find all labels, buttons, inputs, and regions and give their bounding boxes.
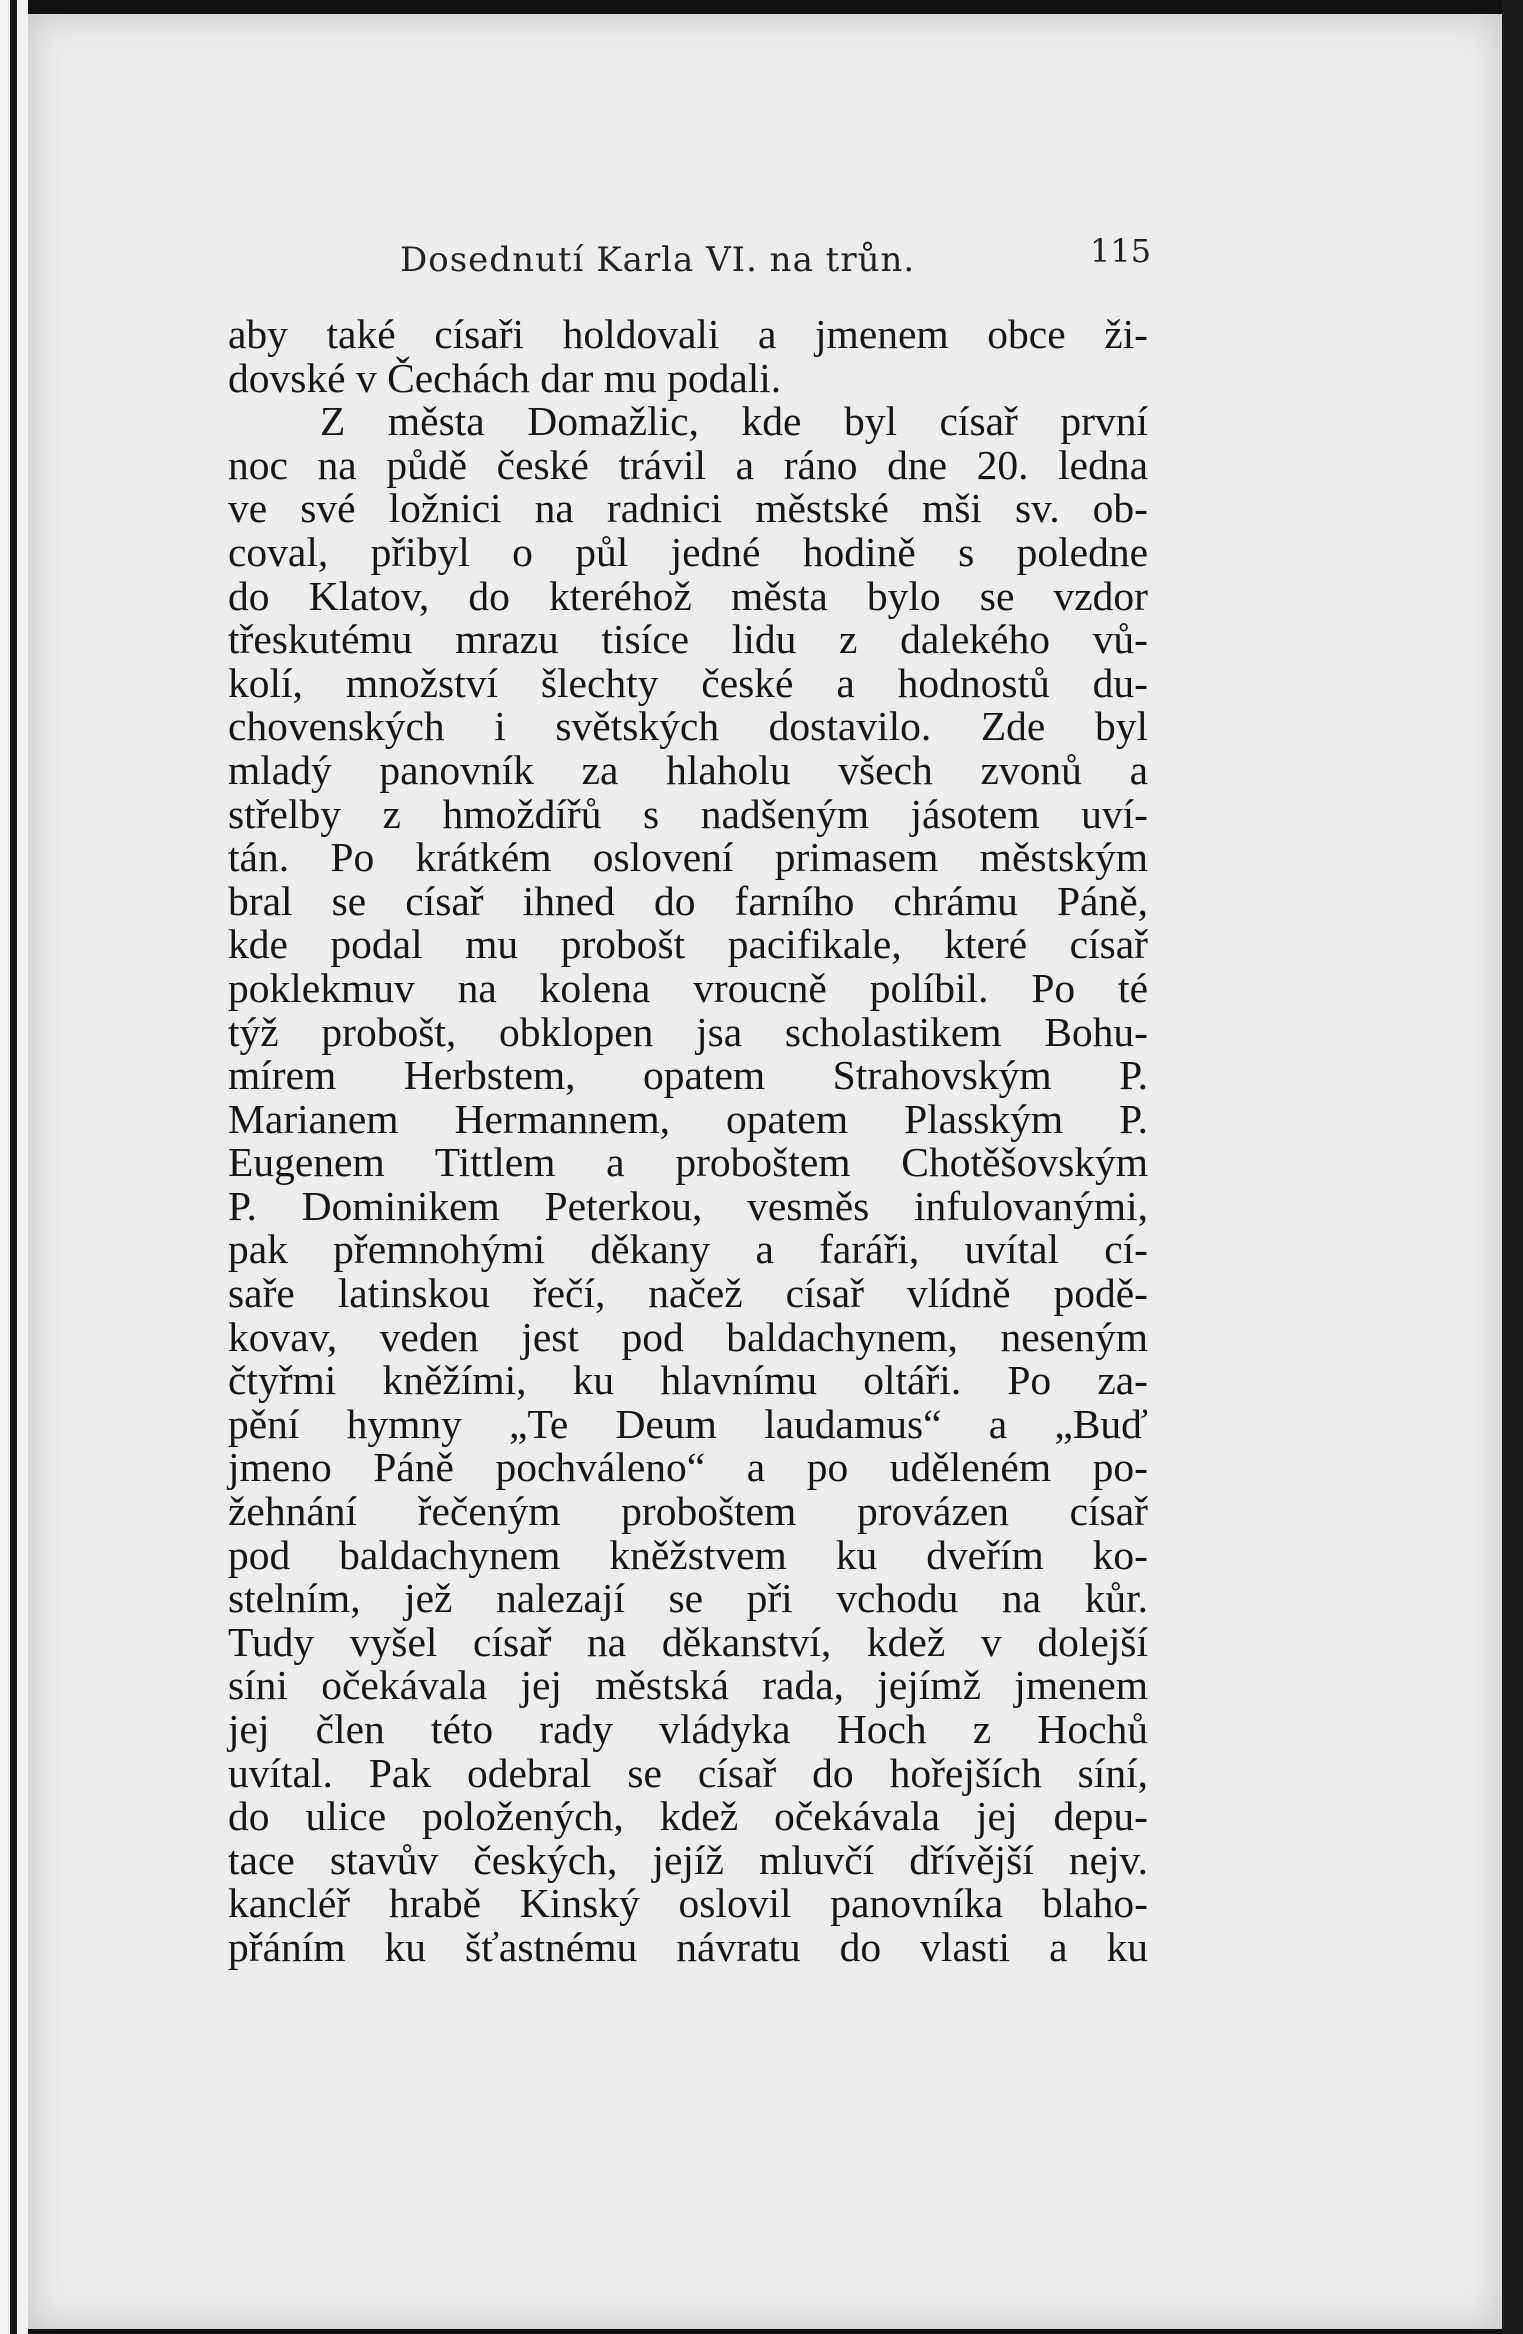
text-line: aby také císaři holdovali a jmenem obce ži- bbox=[228, 311, 1148, 357]
right-page-edge bbox=[1502, 0, 1523, 2334]
text-line: Tudy vyšel císař na děkanství, kdež v dolejší bbox=[228, 1618, 1148, 1665]
body-text bbox=[228, 313, 1148, 1970]
text-line: jmeno Páně pochváleno“ a po uděleném po- bbox=[228, 1444, 1148, 1491]
text-line: pak přemnohými děkany a faráři, uvítal cí- bbox=[228, 1226, 1148, 1273]
text-line: Eugenem Tittlem a proboštem Chotěšovským bbox=[228, 1139, 1148, 1186]
text-line: Marianem Hermannem, opatem Plasským P. bbox=[228, 1095, 1148, 1142]
text-line: stelním, jež nalezají se při vchodu na kůr. bbox=[228, 1575, 1148, 1622]
text-line: čtyřmi kněžími, ku hlavnímu oltáři. Po za- bbox=[228, 1357, 1148, 1404]
text-line: mírem Herbstem, opatem Strahovským P. bbox=[228, 1052, 1148, 1099]
binding-shadow bbox=[10, 0, 17, 2334]
text-line: dovské v Čechách dar mu podali. bbox=[228, 354, 782, 401]
text-line: bral se císař ihned do farního chrámu Páně, bbox=[228, 877, 1148, 924]
running-title: Dosednutí Karla VI. na trůn. bbox=[400, 240, 916, 280]
text-line: kancléř hrabě Kinský oslovil panovníka blaho- bbox=[228, 1880, 1148, 1927]
text-line: kde podal mu probošt pacifikale, které císař bbox=[228, 921, 1148, 968]
text-line: tace stavův českých, jejíž mluvčí dřívější nejv. bbox=[228, 1836, 1148, 1883]
text-line: žehnání řečeným proboštem provázen císař bbox=[228, 1488, 1148, 1535]
text-line: jej člen této rady vládyka Hoch z Hochů bbox=[228, 1706, 1148, 1752]
text-line: do ulice položených, kdež očekávala jej depu- bbox=[228, 1793, 1148, 1840]
left-page-edge bbox=[0, 0, 28, 2334]
text-line: Z města Domažlic, kde byl císař první bbox=[320, 398, 1148, 445]
text-line: pod baldachynem kněžstvem ku dveřím ko- bbox=[228, 1531, 1148, 1578]
text-line: noc na půdě české trávil a ráno dne 20. ledna bbox=[228, 441, 1148, 488]
text-line: saře latinskou řečí, načež císař vlídně podě- bbox=[228, 1270, 1148, 1317]
text-line: pění hymny „Te Deum laudamus“ a „Buď bbox=[228, 1400, 1148, 1447]
text-line: týž probošt, obklopen jsa scholastikem Bohu- bbox=[228, 1008, 1148, 1055]
text-line: do Klatov, do kteréhož města bylo se vzdor bbox=[228, 572, 1148, 619]
text-line: síni očekávala jej městská rada, jejímž jmenem bbox=[228, 1662, 1148, 1709]
text-line: coval, přibyl o půl jedné hodině s poledne bbox=[228, 528, 1148, 575]
text-line: tán. Po krátkém oslovení primasem městským bbox=[228, 834, 1148, 881]
text-line: ve své ložnici na radnici městské mši sv. ob- bbox=[228, 485, 1148, 532]
text-line: kovav, veden jest pod baldachynem, neseným bbox=[228, 1313, 1148, 1360]
text-line: střelby z hmoždířů s nadšeným jásotem uví- bbox=[228, 790, 1148, 837]
text-line: třeskutému mrazu tisíce lidu z dalekého vů- bbox=[228, 616, 1148, 663]
text-line: uvítal. Pak odebral se císař do hořejších síní, bbox=[228, 1749, 1148, 1796]
text-line: přáním ku šťastnému návratu do vlasti a ku bbox=[228, 1923, 1148, 1970]
text-line: poklekmuv na kolena vroucně políbil. Po té bbox=[228, 964, 1148, 1011]
text-line: P. Dominikem Peterkou, vesměs infulovanými, bbox=[228, 1182, 1148, 1229]
text-line: chovenských i světských dostavilo. Zde byl bbox=[228, 703, 1148, 750]
text-line: mladý panovník za hlaholu všech zvonů a bbox=[228, 746, 1148, 793]
text-line: kolí, množství šlechty české a hodnostů du- bbox=[228, 659, 1148, 706]
page-number: 115 bbox=[1090, 232, 1152, 270]
